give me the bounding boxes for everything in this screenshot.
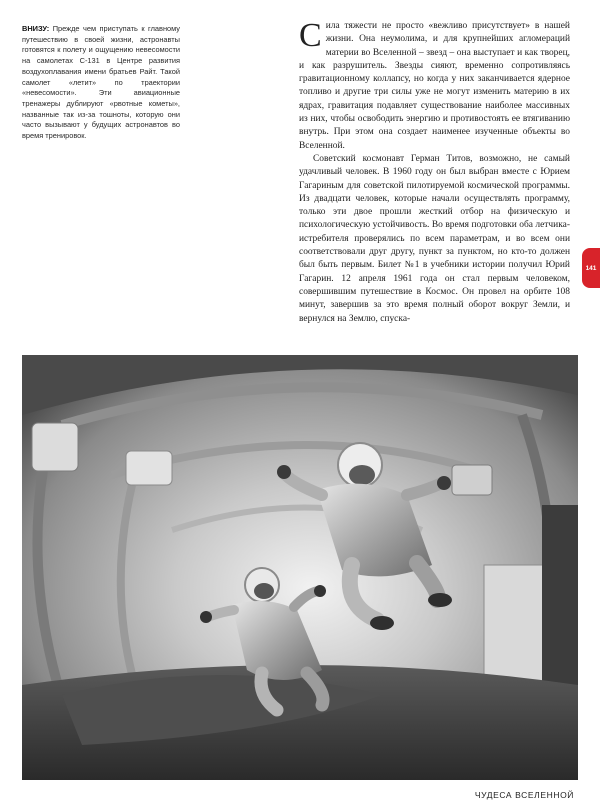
astronaut-training-photo — [22, 355, 578, 780]
zero-gravity-cabin-illustration — [22, 355, 578, 780]
caption-lead: ВНИЗУ: — [22, 24, 50, 33]
running-footer: ЧУДЕСА ВСЕЛЕННОЙ — [474, 790, 574, 800]
article-body — [299, 17, 570, 326]
page-number-tab — [582, 248, 600, 288]
paragraph-1 — [299, 17, 570, 153]
paragraph-1-text: ила тяжести не просто «вежливо присутствует» в нашей жизни. Она неумолима, и для крупнейших агломераций материи во Вселенной – звезд – она выступает и как творец, и как разрушитель. Звезды сияют, временно сопротивляясь гравитационному коллапсу, но когда у них заканчивается ядерное топливо и другие три силы уже не могут изменить материю в их ядрах, гравитация подавляет существование наиболее массивных из них, чтобы освободить энергию и противостоять ее втягиванию внутрь. При этом она создает наименее изученные объекты во Вселенной. — [299, 21, 570, 151]
caption-text: Прежде чем приступать к главному путешествию в своей жизни, астронавты готовятся к полету и ощущению невесомости на самолетах С-131 в Центре развития воздухоплавания имени братьев Райт. Такой самолет «летит» по траектории «невесомости». Эти авиационные тренажеры дублируют «рвотные кометы», названные так из-за тошноты, которую они часто вызывают у будущих астронавтов во время тренировок. — [22, 24, 180, 141]
photo-caption — [22, 24, 180, 142]
drop-cap: С — [299, 17, 322, 54]
page-number: 141 — [585, 264, 597, 272]
paragraph-2: Советский космонавт Герман Титов, возможно, не самый удачливый человек. В 1960 году он был выбран вместе с Юрием Гагариным для советской пилотируемой космической программы. Из двадцати человек, которые начали осуществлять программу, только эти двое прошли жесткий отбор на физическую и психологическую устойчивость. Во время подготовки оба летчика-истребителя проверялись по всем параметрам, и во всем они соответствовали друг другу, пункт за пунктом, но кто-то должен был быть первым. Билет №1 в учебники истории получил Юрий Гагарин. 12 апреля 1961 года он стал первым человеком, совершившим путешествие в Космос. Он провел на орбите 108 минут, завершив за это время полный оборот вокруг Земли, и вернулся на Землю, спуска- — [299, 153, 570, 324]
